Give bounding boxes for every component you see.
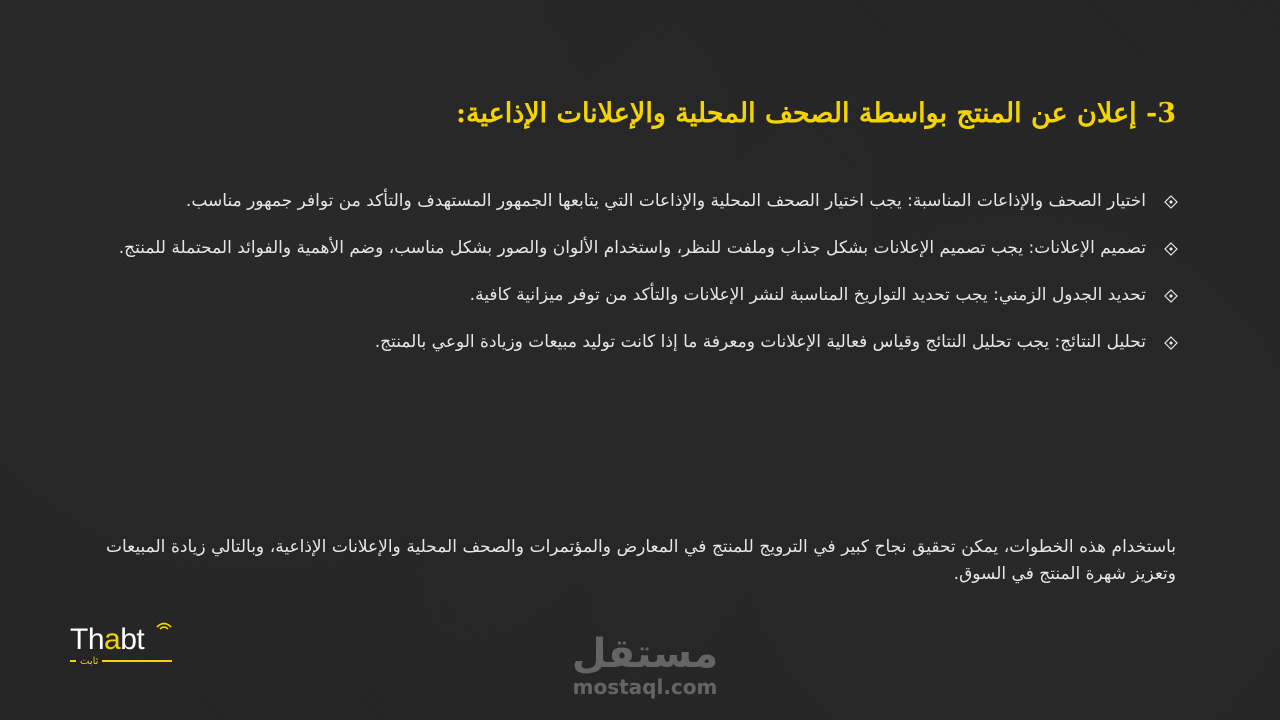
bullet-text: تصميم الإعلانات: يجب تصميم الإعلانات بشكل جذاب وملفت للنظر، واستخدام الألوان والصور بشكل مناسب، وضم الأهمية والفوائد المحتملة للمنتج. — [118, 238, 1146, 258]
list-item — [106, 235, 1178, 262]
list-item — [106, 282, 1178, 309]
wifi-icon — [154, 618, 174, 637]
thabt-logo — [70, 624, 180, 672]
bullet-text: تحليل النتائج: يجب تحليل النتائج وقياس فعالية الإعلانات ومعرفة ما إذا كانت توليد مبيعات وزيادة الوعي بالمنتج. — [374, 332, 1146, 352]
logo-wordmark: Thabt — [70, 623, 145, 656]
conclusion-paragraph: باستخدام هذه الخطوات، يمكن تحقيق نجاح كبير في الترويج للمنتج في المعارض والمؤتمرات والصحف المحلية والإعلانات الإذاعية، وبالتالي زيادة المبيعات وتعزيز شهرة المنتج في السوق. — [106, 537, 1176, 584]
mostaql-watermark — [560, 632, 730, 712]
diamond-bullet-icon — [1164, 289, 1178, 303]
diamond-bullet-icon — [1164, 336, 1178, 350]
slide-title: 3- إعلان عن المنتج بواسطة الصحف المحلية والإعلانات الإذاعية: — [456, 98, 1176, 129]
diamond-bullet-icon — [1164, 242, 1178, 256]
watermark-latin: mostaql.com — [572, 675, 718, 699]
logo-subtitle: ثابت — [76, 657, 102, 667]
list-item — [106, 188, 1178, 215]
watermark-arabic: مستقل — [571, 631, 719, 677]
bullet-text: تحديد الجدول الزمني: يجب تحديد التواريخ المناسبة لنشر الإعلانات والتأكد من توفر ميزانية كافية. — [469, 285, 1146, 305]
list-item — [106, 329, 1178, 356]
bullet-text: اختيار الصحف والإذاعات المناسبة: يجب اختيار الصحف المحلية والإذاعات التي يتابعها الجمهور المستهدف والتأكد من توافر جمهور مناسب. — [185, 191, 1146, 211]
diamond-bullet-icon — [1164, 195, 1178, 209]
bullet-list — [106, 188, 1178, 376]
